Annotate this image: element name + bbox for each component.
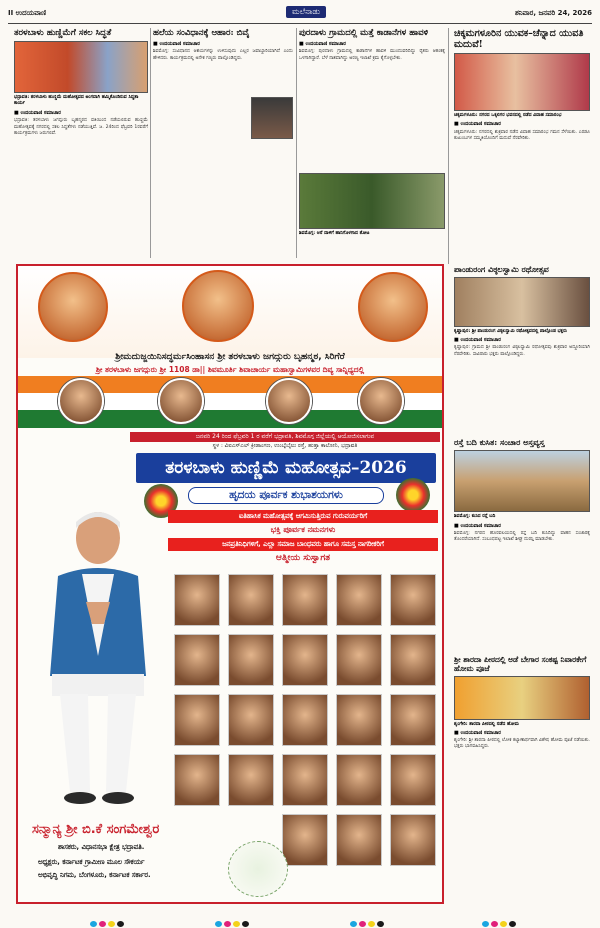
portrait — [336, 574, 382, 626]
story-headline: ರಸ್ತೆ ಬದಿ ಕುಸಿತ: ಸಂಚಾರ ಅಸ್ತವ್ಯಸ್ತ — [454, 437, 545, 448]
portrait — [336, 754, 382, 806]
leader-portrait — [358, 378, 404, 424]
masthead — [8, 4, 592, 24]
print-registration-marks — [90, 912, 126, 920]
ad-welcome-line-4: ಆತ್ಮೀಯ ಸುಸ್ವಾಗತ — [275, 553, 331, 563]
story-column-3 — [299, 28, 445, 258]
story-headline: ಚಿಕ್ಕಮಗಳೂರಿನ ಯುವಕ–ಚೆನ್ನಾದ ಯುವತಿ ಮದುವೆ! — [454, 28, 584, 50]
portrait — [390, 634, 436, 686]
portrait — [390, 814, 436, 866]
ad-welcome-line-3: ಜನಪ್ರತಿನಿಧಿಗಳಿಗೆ, ಎಲ್ಲಾ ಸಮಾಜ ಬಾಂಧವರು ಹಾಗೂ ಸಮಸ್ತ ನಾಗರೀಕರಿಗೆ — [168, 538, 438, 551]
right-column — [454, 264, 590, 904]
leader-portrait — [58, 378, 104, 424]
story-body: ಕೃಷ್ಣಾಪುರ: ಗ್ರಾಮದ ಶ್ರೀ ಪಾಂಡುರಂಗ ವಿಠ್ಠಲಸ್ವಾಮಿ ರಥೋತ್ಸವವು ಶುಕ್ರವಾರ ಅದ್ದೂರಿಯಾಗಿ ನೆರವೇರಿತು. ಸಾವಿರಾರು ಭಕ್ತರು ಪಾಲ್ಗೊಂಡಿದ್ದರು. — [454, 345, 590, 357]
swami-portrait-center — [182, 270, 254, 342]
ad-venue: ಸ್ಥಳ : ವಿಐಎಸ್‌ಎಲ್ ಕ್ರೀಡಾಂಗಣ, ಉಂಬ್ಳೆಬೈಲು ರಸ್ತೆ, ಹುತ್ತಾ ಕಾಲೋನಿ, ಭದ್ರಾವತಿ — [212, 443, 358, 449]
story-body: ಶಿವಮೊಗ್ಗ: ನಗರದ ಹೊರವಲಯದಲ್ಲಿ ರಸ್ತೆ ಬದಿ ಕುಸಿದಿದ್ದು ವಾಹನ ಸಂಚಾರಕ್ಕೆ ತೊಂದರೆಯಾಗಿದೆ. ಸಂಬಂಧಪಟ್ಟ ಇಲಾಖೆ ಶೀಘ್ರ ದುರಸ್ತಿ ಮಾಡಬೇಕು. — [454, 530, 590, 543]
ad-presence-line: ಶ್ರೀ ತರಳಬಾಳು ಜಗದ್ಗುರು ಶ್ರೀ 1108 ಡಾ|| ಶಿವಮೂರ್ತಿ ಶಿವಾಚಾರ್ಯ ಮಹಾಸ್ವಾಮಿಗಳವರ ದಿವ್ಯ ಸಾನ್ನಿಧ್ಯದಲ್ಲಿ — [95, 365, 365, 374]
portrait — [336, 814, 382, 866]
photo-caption: ಚಿಕ್ಕಮಗಳೂರು: ನಗರದ ಒಕ್ಕಲಿಗರ ಭವನದಲ್ಲಿ ನಡೆದ ವಿವಾಹ ಸಮಾರಂಭ — [454, 113, 562, 118]
portrait — [390, 574, 436, 626]
photo-caption: ಶಿವಮೊಗ್ಗ: ಕುಸಿದ ರಸ್ತೆ ಬದಿ — [454, 514, 496, 520]
portrait — [174, 634, 220, 686]
road-collapse-photo — [454, 450, 590, 512]
portrait — [336, 634, 382, 686]
story-byline: ■ ಉದಯವಾಣಿ ಸಮಾಚಾರ — [454, 121, 501, 128]
portrait — [390, 754, 436, 806]
story-byline: ■ ಉದಯವಾಣಿ ಸಮಾಚಾರ — [454, 730, 501, 737]
portrait — [174, 574, 220, 626]
wedding-photo — [454, 53, 590, 111]
ad-welcome-line-1: ಐತಿಹಾಸಿಕ ಮಹೋತ್ಸವಕ್ಕೆ ಆಗಮಿಸುತ್ತಿರುವ ಗುರುವರ್ಯರಿಗೆ — [168, 510, 438, 523]
ad-welcome-line-2: ಭಕ್ತಿ ಪೂರ್ವಕ ನಮನಗಳು — [270, 525, 336, 534]
organization-logo-icon — [228, 841, 288, 897]
masthead-paper-name: II ಉದಯವಾಣಿ — [8, 9, 47, 17]
story-body: ಭದ್ರಾವತಿ: ತರಳಬಾಳು ಜಗದ್ಗುರು ಬೃಹನ್ಮಠದ ವತಿಯಿಂದ ನಡೆಯಲಿರುವ ಹುಣ್ಣಿಮೆ ಮಹೋತ್ಸವಕ್ಕೆ ನಗರದಲ್ಲಿ ಸಕಲ ಸಿದ್ಧತೆಗಳು ನಡೆಯುತ್ತಿವೆ. ಜ. 24ರಿಂದ ಫೆಬ್ರವರಿ 1ರವರೆಗೆ ಕಾರ್ಯಕ್ರಮಗಳು ಜರುಗಲಿವೆ. — [14, 118, 148, 137]
portrait — [336, 694, 382, 746]
leader-portrait — [158, 378, 204, 424]
ad-mla-name: ಸನ್ಮಾನ್ಯ ಶ್ರೀ ಬಿ.ಕೆ ಸಂಗಮೇಶ್ವರ — [32, 822, 160, 837]
story-body: ಶಿವಮೊಗ್ಗ: ಸಂವಿಧಾನದ ಆಶಯಗಳನ್ನು ಉಳಿಸುವುದು ಎಲ್ಲರ ಜವಾಬ್ದಾರಿಯಾಗಿದೆ ಎಂದು ಹೇಳಿದರು. ಕಾರ್ಯಕ್ರಮದಲ್ಲಿ ಅನೇಕ ಗಣ್ಯರು ಪಾಲ್ಗೊಂಡಿದ್ದರು. — [153, 49, 293, 61]
story-body: ಶೃಂಗೇರಿ: ಶ್ರೀ ಶಾರದಾ ಪೀಠದಲ್ಲಿ ಲೋಕ ಕಲ್ಯಾಣಾರ್ಥವಾಗಿ ವಿಶೇಷ ಹೋಮ ಪೂಜೆ ನಡೆಯಿತು. ಭಕ್ತರು ಭಾಗವಹಿಸಿದ್ದರು. — [454, 738, 590, 750]
ad-mla-role-2: ಅಧ್ಯಕ್ಷರು, ಕರ್ನಾಟಕ ಗ್ರಾಮೀಣ ಮೂಲ ಸೌಕರ್ಯ — [38, 858, 145, 866]
story-byline: ■ ಉದಯವಾಣಿ ಸಮಾಚಾರ — [454, 337, 501, 344]
story-body: ಚಿಕ್ಕಮಗಳೂರು: ನಗರದಲ್ಲಿ ಶುಕ್ರವಾರ ನಡೆದ ವಿವಾಹ ಸಮಾರಂಭ ಗಮನ ಸೆಳೆಯಿತು. ಎರಡೂ ಕುಟುಂಬಗಳ ಸಮ್ಮತಿಯೊಂದಿಗೆ ಮದುವೆ ನೆರವೇರಿತು. — [454, 129, 590, 142]
festival-advertisement — [16, 264, 444, 904]
photo-caption: ಕೃಷ್ಣಾಪುರ: ಶ್ರೀ ಪಾಂಡುರಂಗ ವಿಠ್ಠಲಸ್ವಾಮಿ ರಥೋತ್ಸವದಲ್ಲಿ ಪಾಲ್ಗೊಂಡ ಭಕ್ತರು — [454, 329, 567, 334]
ad-mla-role-3: ಅಭಿವೃದ್ಧಿ ನಿಗಮ, ಬೆಂಗಳೂರು, ಕರ್ನಾಟಕ ಸರ್ಕಾರ. — [38, 871, 151, 879]
story-body: ಶಿವಮೊಗ್ಗ: ಪುರದಾಳು ಗ್ರಾಮದಲ್ಲಿ ಕಾಡಾನೆಗಳ ಹಾವಳಿ ಮುಂದುವರಿದಿದ್ದು ರೈತರು ಆತಂಕಕ್ಕೆ ಒಳಗಾಗಿದ್ದಾರೆ. ಬೆಳೆ ನಾಶವಾಗಿದ್ದು ಅರಣ್ಯ ಇಲಾಖೆ ಕ್ರಮ ಕೈಗೊಳ್ಳಬೇಕು. — [299, 49, 445, 61]
column-divider — [296, 28, 297, 258]
portrait — [174, 694, 220, 746]
ad-math-name: ಶ್ರೀಮದುಜ್ಜಯಿನಿಸದ್ಧರ್ಮಸಿಂಹಾಸನ ಶ್ರೀ ತರಳಬಾಳು ಜಗದ್ಗುರು ಬೃಹನ್ಮಠ, ಸಿರಿಗೆರೆ — [115, 352, 345, 362]
ad-wishes: ಹೃದಯ ಪೂರ್ವಕ ಶುಭಾಶಯಗಳು — [188, 487, 384, 504]
portrait — [282, 754, 328, 806]
ad-mla-role-1: ಶಾಸಕರು, ವಿಧಾನಸಭಾ ಕ್ಷೇತ್ರ ಭದ್ರಾವತಿ. — [58, 843, 145, 851]
ad-festival-title: ತರಳಬಾಳು ಹುಣ್ಣಿಮೆ ಮಹೋತ್ಸವ–2026 — [136, 453, 436, 483]
story-photo — [14, 41, 148, 93]
portrait — [282, 634, 328, 686]
flower-bouquet-icon — [396, 478, 430, 512]
print-registration-marks — [482, 912, 518, 920]
story-byline: ■ ಉದಯವಾಣಿ ಸಮಾಚಾರ — [299, 41, 346, 47]
ad-date-band: ಜನವರಿ 24 ರಿಂದ ಫೆಬ್ರವರಿ 1 ರ ವರೆಗೆ ಭದ್ರಾವತಿ, ಶಿವಮೊಗ್ಗ ಜಿಲ್ಲೆಯಲ್ಲಿ ಆಯೋಜಿಸಲಾಗುವ — [130, 432, 440, 442]
portrait — [282, 574, 328, 626]
portrait — [282, 814, 328, 866]
story-column-1 — [14, 28, 148, 258]
portrait — [228, 574, 274, 626]
story-byline: ■ ಉದಯವಾಣಿ ಸಮಾಚಾರ — [14, 109, 61, 116]
leader-portrait — [266, 378, 312, 424]
print-registration-marks — [215, 912, 251, 920]
mla-full-figure — [30, 506, 165, 806]
swami-portrait-left — [38, 272, 108, 342]
column-divider — [150, 28, 151, 258]
story-headline: ತರಳಬಾಳು ಹುಣ್ಣಿಮೆಗೆ ಸಕಲ ಸಿದ್ಧತೆ — [14, 28, 112, 38]
story-headline: ಶ್ರೀ ಶಾರದಾ ಪೀಠದಲ್ಲಿ ಅಡೆ ಬೇಗಾರ ಸಂಕಷ್ಟ ನಿವಾರಕೇಗೆ ಹೋಮ ಪೂಜೆ — [454, 654, 587, 673]
masthead-section: ಮಲೆನಾಡು — [286, 6, 326, 18]
mp-portrait-photo — [251, 97, 293, 139]
story-column-2 — [153, 28, 293, 258]
story-headline: ಪಾಂಡುರಂಗ ವಿಠ್ಠಲಸ್ವಾಮಿ ರಥೋತ್ಸವ — [454, 264, 549, 274]
portrait — [174, 754, 220, 806]
story-byline: ■ ಉದಯವಾಣಿ ಸಮಾಚಾರ — [454, 522, 501, 529]
story-column-4 — [454, 28, 590, 264]
print-registration-marks — [350, 912, 386, 920]
story-headline: ಪುರದಾಳು ಗ್ರಾಮದಲ್ಲಿ ಮತ್ತೆ ಕಾಡಾನೆಗಳ ಹಾವಳಿ — [299, 28, 429, 38]
column-divider — [448, 28, 449, 264]
portrait — [228, 754, 274, 806]
portrait — [228, 634, 274, 686]
elephant-damage-photo — [299, 173, 445, 229]
photo-caption: ಶಿವಮೊಗ್ಗ: ಆನೆ ದಾಳಿಗೆ ಹಾನಿಗೊಳಗಾದ ತೋಟ — [299, 231, 370, 237]
swami-portrait-right — [358, 272, 428, 342]
chariot-festival-photo — [454, 277, 590, 327]
portrait — [228, 694, 274, 746]
story-byline: ■ ಉದಯವಾಣಿ ಸಮಾಚಾರ — [153, 41, 200, 47]
portrait — [390, 694, 436, 746]
story-headline: ಹಲೆಯ ಸಂವಿಧಾನಕ್ಕೆ ಆಹಾರ: ಬಿವೈ — [153, 28, 250, 38]
homa-ritual-photo — [454, 676, 590, 720]
photo-caption: ಭದ್ರಾವತಿ: ತರಳಬಾಳು ಹುಣ್ಣಿಮೆ ಮಹೋತ್ಸವದ ಅಂಗವಾಗಿ ಹಮ್ಮಿಕೊಂಡಿರುವ ಸಿದ್ಧತಾ ಕಾರ್ಯ — [14, 95, 139, 107]
portrait — [282, 694, 328, 746]
masthead-date: ಶನಿವಾರ, ಜನವರಿ 24, 2026 — [514, 9, 592, 17]
photo-caption: ಶೃಂಗೇರಿ: ಶಾರದಾ ಪೀಠದಲ್ಲಿ ನಡೆದ ಹೋಮ — [454, 721, 519, 727]
